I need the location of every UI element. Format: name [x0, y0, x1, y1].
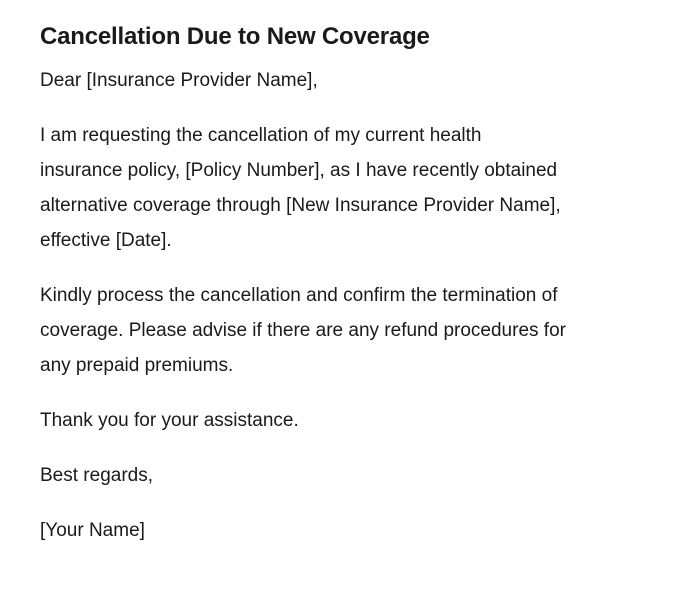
- text-line: insurance policy, [Policy Number], as I have recently obtained: [40, 160, 558, 181]
- text-line: coverage. Please advise if there are any refund procedures for: [40, 320, 566, 341]
- letter-title: Cancellation Due to New Coverage: [40, 23, 430, 50]
- text-line: I am requesting the cancellation of my current health: [40, 125, 482, 146]
- closing-text: Best regards,: [40, 465, 153, 486]
- thanks-paragraph: [40, 403, 640, 438]
- text-line: effective [Date].: [40, 230, 172, 251]
- signature-paragraph: [40, 513, 640, 548]
- closing-paragraph: [40, 458, 640, 493]
- text-line: any prepaid premiums.: [40, 355, 234, 376]
- signature-text: [Your Name]: [40, 520, 145, 541]
- body-paragraph-2: [40, 278, 640, 383]
- body-paragraph-1: [40, 118, 640, 258]
- text-line: Kindly process the cancellation and confirm the termination of: [40, 285, 558, 306]
- thanks-text: Thank you for your assistance.: [40, 410, 299, 431]
- text-line: alternative coverage through [New Insurance Provider Name],: [40, 195, 561, 216]
- salutation-text: Dear [Insurance Provider Name],: [40, 70, 318, 91]
- salutation-paragraph: [40, 63, 640, 98]
